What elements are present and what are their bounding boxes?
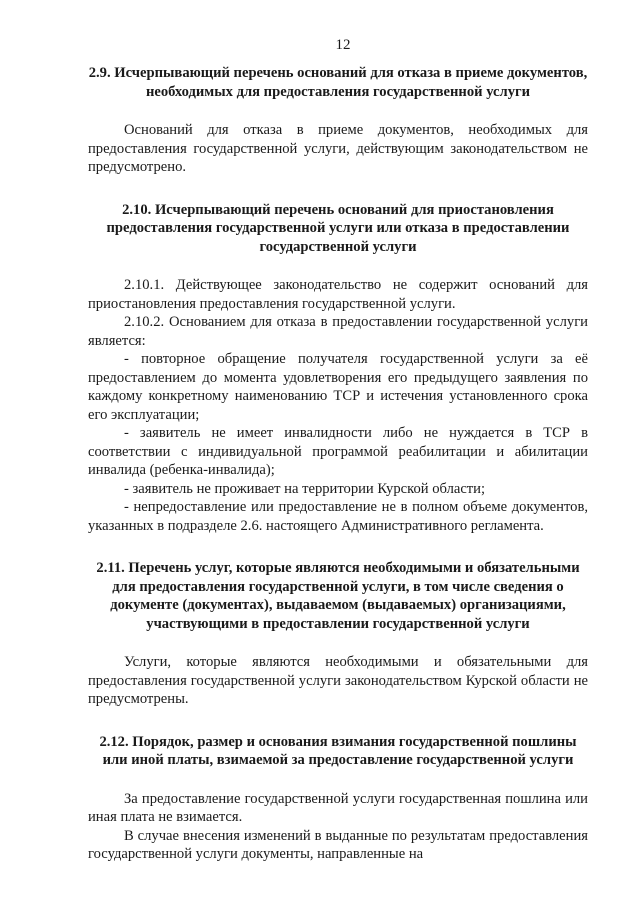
paragraph: Оснований для отказа в приеме документов, необходимых для предоставления государственной услуги, действующим законодательством не предусмотрено.	[88, 122, 588, 175]
section-heading: 2.9. Исчерпывающий перечень оснований для отказа в приеме документов, необходимых для предоставления государственной услуги	[88, 65, 588, 100]
paragraph: 2.10.1. Действующее законодательство не содержит оснований для приостановления предоставления государственной услуги.	[88, 277, 588, 312]
list-item: - непредоставление или предоставление не в полном объеме документов, указанных в подразделе 2.6. настоящего Административного регламента.	[88, 499, 588, 534]
paragraph: Услуги, которые являются необходимыми и обязательными для предоставления государственной услуги законодательством Курской области не предусмотрены.	[88, 654, 588, 707]
list-item: - повторное обращение получателя государственной услуги за её предоставлением до момента удовлетворения его предыдущего заявления по каждому конкретному наименованию ТСР и истечения установленного срока его эксплуатации;	[88, 351, 588, 423]
section-heading: 2.11. Перечень услуг, которые являются необходимыми и обязательными для предоставления государственной услуги, в том числе сведения о документе (документах), выдаваемом (выдаваемых) организациями, участвующими в предоставлении государственной услуги	[96, 560, 580, 632]
paragraph: За предоставление государственной услуги государственная пошлина или иная плата не взимается.	[88, 790, 588, 825]
list-item: - заявитель не имеет инвалидности либо не нуждается в ТСР в соответствии с индивидуальной программой реабилитации и абилитации инвалида (ребенка-инвалида);	[88, 425, 588, 478]
list-item: - заявитель не проживает на территории Курской области;	[124, 480, 486, 497]
page-number: 12	[335, 37, 351, 53]
paragraph: 2.10.2. Основанием для отказа в предоставлении государственной услуги является:	[88, 314, 588, 349]
section-heading: 2.12. Порядок, размер и основания взимания государственной пошлины или иной платы, взимаемой за предоставление государственной услуги	[99, 733, 577, 768]
section-2-11	[88, 559, 588, 709]
section-2-10	[88, 201, 588, 536]
section-2-9	[88, 64, 588, 177]
paragraph: В случае внесения изменений в выданные по результатам предоставления государственной услуги документы, направленные на	[88, 827, 588, 862]
section-heading: 2.10. Исчерпывающий перечень оснований для приостановления предоставления государственной услуги или отказа в предоставлении государственной услуги	[106, 201, 570, 255]
section-2-12	[88, 733, 588, 864]
